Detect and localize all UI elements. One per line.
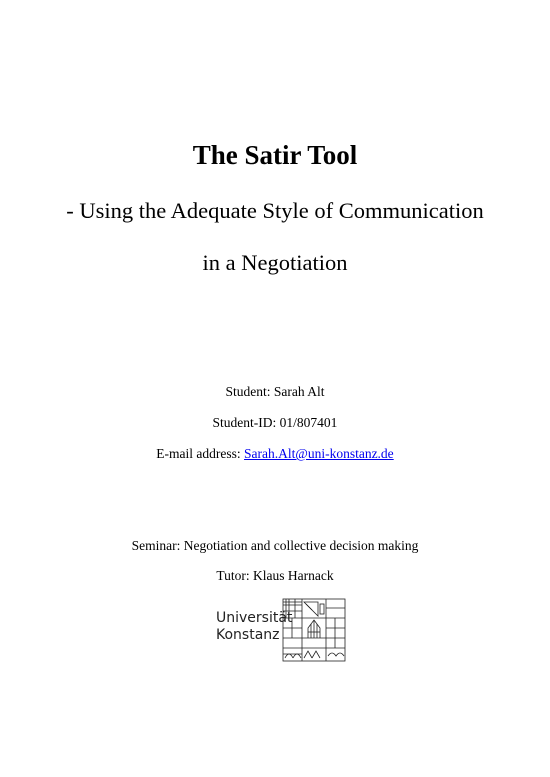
student-label: Student:: [225, 384, 274, 399]
email-line: [0, 446, 550, 462]
seminar-line: [0, 538, 550, 554]
tutor-name: Klaus Harnack: [253, 568, 334, 583]
seminar-label: Seminar:: [131, 538, 184, 553]
student-id-label: Student-ID:: [212, 415, 280, 430]
student-name: Sarah Alt: [273, 384, 325, 399]
student-id-value: 01/807401: [279, 415, 338, 430]
email-link[interactable]: Sarah.Alt@uni-konstanz.de: [244, 446, 394, 461]
document-subtitle-line-1: - Using the Adequate Style of Communication: [66, 198, 484, 223]
university-logo-line-1: Universität: [216, 610, 293, 626]
tutor-line: [0, 568, 550, 584]
seminar-name: Negotiation and collective decision making: [183, 538, 419, 553]
student-id-line: [0, 415, 550, 431]
document-title: The Satir Tool: [192, 140, 358, 170]
email-label: E-mail address:: [156, 446, 245, 461]
university-logo-line-2: Konstanz: [216, 627, 280, 643]
student-line: [0, 384, 550, 400]
university-logo: [216, 598, 346, 664]
document-subtitle-line-2: in a Negotiation: [202, 250, 348, 275]
tutor-label: Tutor:: [216, 568, 254, 583]
university-konstanz-logo-icon: [282, 598, 346, 664]
university-logo-wordmark: [216, 610, 292, 644]
